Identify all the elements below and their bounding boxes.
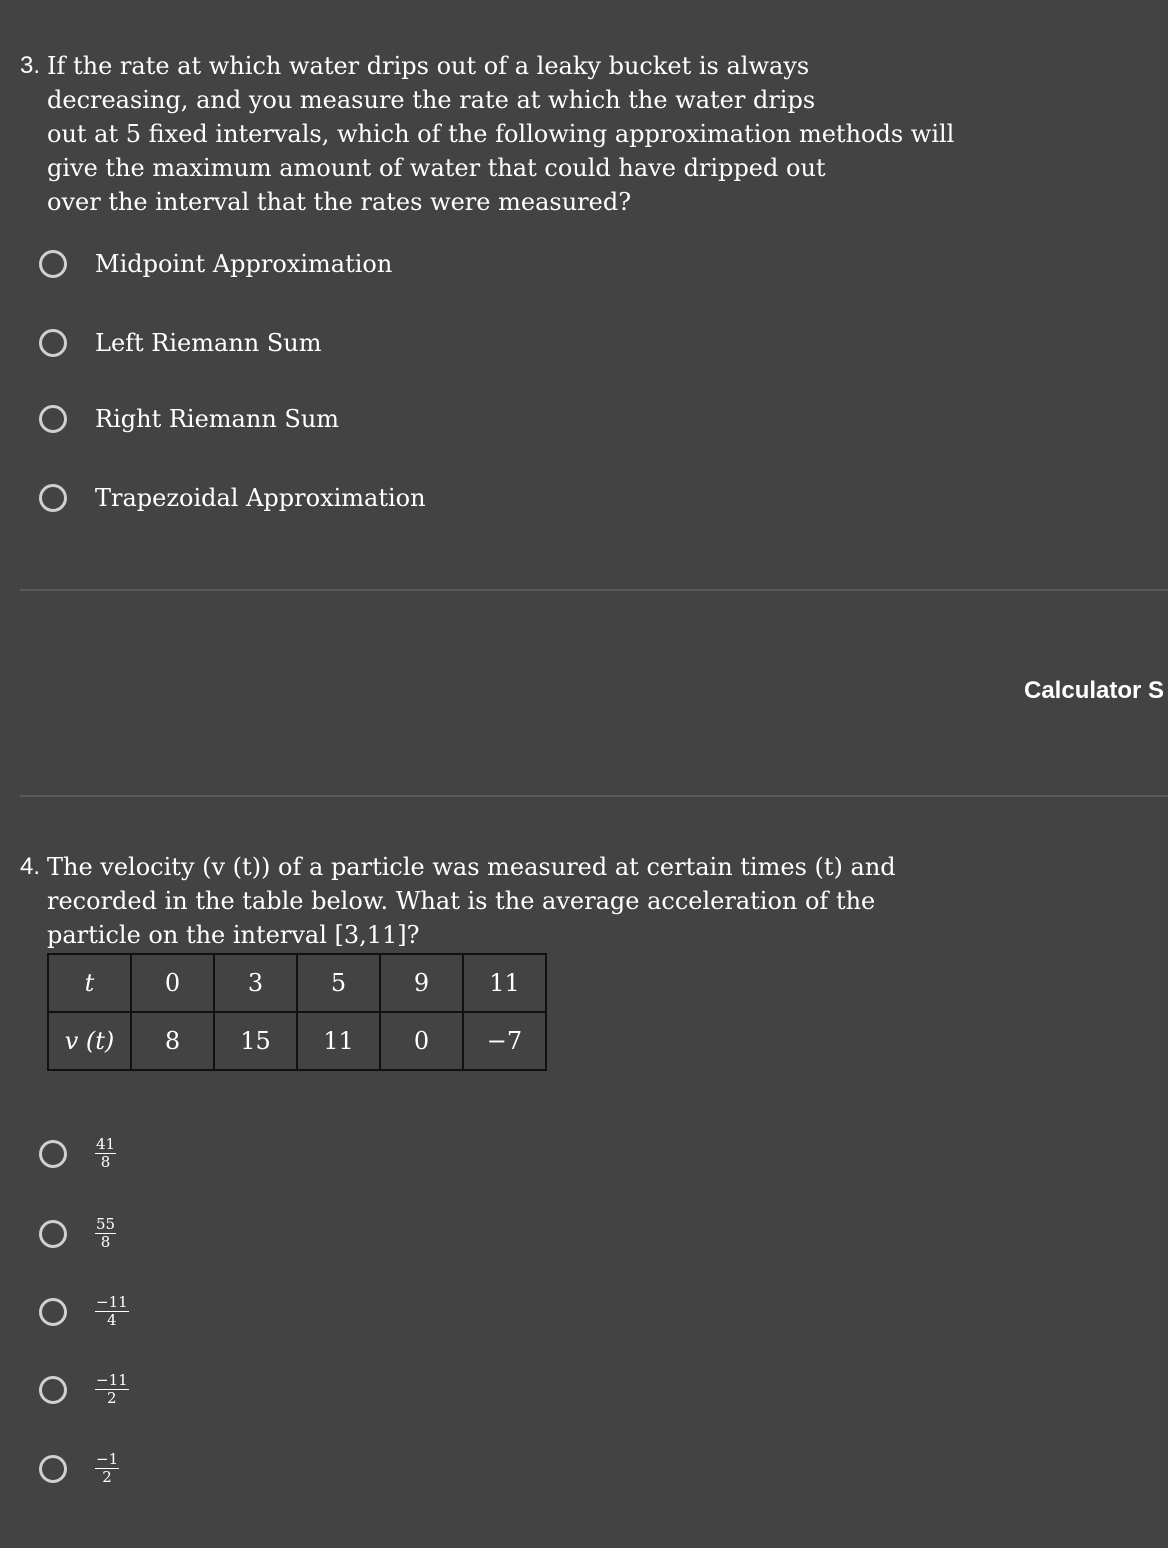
table-cell: 11 xyxy=(463,954,546,1012)
table-cell: 8 xyxy=(131,1012,214,1070)
q4-option-5[interactable] xyxy=(39,1451,119,1486)
calculator-section-label: Calculator S xyxy=(1024,677,1165,704)
q3-option-right-riemann[interactable] xyxy=(39,405,339,433)
table-cell: 3 xyxy=(214,954,297,1012)
fraction xyxy=(95,1216,116,1251)
radio-button[interactable] xyxy=(39,1455,67,1483)
fraction-denominator: 8 xyxy=(100,1153,111,1171)
q4-option-2[interactable] xyxy=(39,1216,116,1251)
question-3 xyxy=(20,49,980,219)
question-line: out at 5 fixed intervals, which of the following approximation methods will xyxy=(47,120,955,148)
radio-button[interactable] xyxy=(39,1298,67,1326)
table-row xyxy=(48,954,546,1012)
table-cell: −7 xyxy=(463,1012,546,1070)
fraction xyxy=(95,1451,119,1486)
fraction-numerator: −1 xyxy=(96,1450,119,1468)
fraction-denominator: 4 xyxy=(107,1311,117,1329)
fraction xyxy=(95,1294,129,1329)
fraction-numerator: −11 xyxy=(96,1293,128,1311)
radio-button[interactable] xyxy=(39,1140,67,1168)
velocity-table xyxy=(47,953,547,1071)
fraction-denominator: 2 xyxy=(107,1389,117,1407)
q3-option-midpoint[interactable] xyxy=(39,250,392,278)
fraction xyxy=(95,1372,129,1407)
q3-option-trapezoidal[interactable] xyxy=(39,484,426,512)
table-header-cell: t xyxy=(48,954,131,1012)
radio-button[interactable] xyxy=(39,329,67,357)
question-line: particle on the interval [3,11]? xyxy=(47,921,420,949)
table-cell: 9 xyxy=(380,954,463,1012)
question-4-prompt xyxy=(20,850,980,952)
question-number: 4. xyxy=(20,853,41,880)
table-header-cell: v (t) xyxy=(48,1012,131,1070)
option-label: Midpoint Approximation xyxy=(95,250,393,278)
option-label: Right Riemann Sum xyxy=(95,405,340,433)
question-line: recorded in the table below. What is the average acceleration of the xyxy=(47,887,876,915)
table-row xyxy=(48,1012,546,1070)
section-divider xyxy=(20,589,1168,591)
fraction-numerator: −11 xyxy=(96,1371,128,1389)
fraction-numerator: 41 xyxy=(96,1135,116,1153)
question-3-prompt xyxy=(20,49,980,219)
fraction-numerator: 55 xyxy=(96,1215,116,1233)
fraction-denominator: 8 xyxy=(100,1233,111,1251)
fraction xyxy=(95,1136,116,1171)
option-label: Trapezoidal Approximation xyxy=(95,484,426,512)
fraction-denominator: 2 xyxy=(102,1468,112,1486)
q4-option-4[interactable] xyxy=(39,1372,129,1407)
question-line: decreasing, and you measure the rate at which the water drips xyxy=(47,86,816,114)
q4-option-3[interactable] xyxy=(39,1294,129,1329)
table-cell: 15 xyxy=(214,1012,297,1070)
question-line: If the rate at which water drips out of a leaky bucket is always xyxy=(47,52,810,80)
q3-option-left-riemann[interactable] xyxy=(39,329,322,357)
radio-button[interactable] xyxy=(39,405,67,433)
radio-button[interactable] xyxy=(39,484,67,512)
table-cell: 0 xyxy=(131,954,214,1012)
question-line: over the interval that the rates were measured? xyxy=(47,188,632,216)
radio-button[interactable] xyxy=(39,250,67,278)
question-number: 3. xyxy=(20,52,41,79)
option-label: Left Riemann Sum xyxy=(95,329,322,357)
radio-button[interactable] xyxy=(39,1220,67,1248)
q4-option-1[interactable] xyxy=(39,1136,116,1171)
question-line: The velocity (v (t)) of a particle was measured at certain times (t) and xyxy=(47,853,896,881)
table-cell: 0 xyxy=(380,1012,463,1070)
radio-button[interactable] xyxy=(39,1376,67,1404)
question-line: give the maximum amount of water that could have dripped out xyxy=(47,154,826,182)
table-cell: 5 xyxy=(297,954,380,1012)
table-cell: 11 xyxy=(297,1012,380,1070)
question-4 xyxy=(20,850,980,952)
section-divider xyxy=(20,795,1168,797)
